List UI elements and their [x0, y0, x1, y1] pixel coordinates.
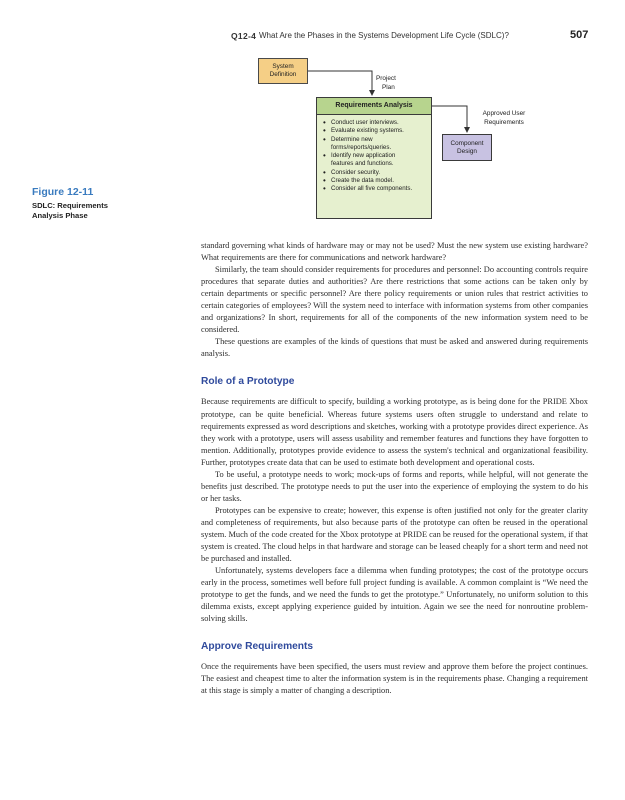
- list-item: [331, 152, 427, 169]
- paragraph: These questions are examples of the kinds of questions that must be asked and answered during requirements analysis.: [201, 337, 588, 359]
- system-definition-line1: System: [272, 63, 294, 70]
- paragraph: Similarly, the team should consider requirements for procedures and personnel: Do accounting controls require procedures that separate duties and authorities? Are there restrictions that some actions can be taken only by certain departments or specific personnel? Are there policy requirements or union rules that restrict activities to certain categories of employees? Will the system need to interface with information systems from other companies and organizations? In short, requirements for all of the components of the new information system need to be considered.: [201, 265, 588, 335]
- component-design-line2: Design: [457, 148, 477, 155]
- component-design-line1: Component: [450, 140, 484, 147]
- system-definition-box: [258, 58, 308, 84]
- approved-requirements-label: [474, 110, 534, 127]
- project-plan-line2: Plan: [382, 83, 395, 91]
- list-item-line: features and functions.: [331, 160, 394, 168]
- list-item: [331, 136, 427, 153]
- list-item-line: forms/reports/queries.: [331, 143, 392, 151]
- approved-line1: Approved User: [482, 110, 526, 117]
- arrow-plan: [308, 71, 372, 95]
- paragraph: Because requirements are difficult to specify, building a working prototype, as is being done for the PRIDE Xbox prototype, can be quite beneficial. Whereas future systems users often struggle to understand and relate to requirements expressed as word descriptions and sketches, working with a prototype provides direct experience. As they work with a prototype, users will assess usability and remember features and functions they have forgotten to mention. Additionally, prototypes provide evidence to assess the system's technical and organizational feasibility. Further, prototypes create data that can be used to estimate both development and operational costs.: [201, 397, 588, 467]
- list-item: • Create the data model.: [331, 177, 427, 185]
- paragraph: standard governing what kinds of hardware may or may not be used? Must the new system use existing hardware? What requirements are there for communications and network hardware?: [201, 241, 588, 263]
- component-design-box: [442, 134, 492, 161]
- list-item: • Consider security.: [331, 169, 427, 177]
- arrow-approved: [432, 106, 467, 132]
- list-item-line: Identify new application: [331, 152, 396, 160]
- figure-number: Figure 12-11: [32, 186, 94, 198]
- project-plan-line1: Project: [376, 75, 396, 82]
- paragraph: Unfortunately, systems developers face a dilemma when funding prototypes; the cost of the prototype occurs early in the process, sometimes well before full project funding is available. A common complaint is “We need the prototype to get the funds, and we need the funds to get the prototype.” Unfortunately, no uniform solution to this dilemma exists, except applying experience guided by intuition. Again we see the need for nonroutine problem-solving skills.: [201, 566, 588, 624]
- figure-caption: [32, 201, 162, 221]
- figure-caption-line1: SDLC: Requirements: [32, 201, 108, 210]
- list-item-line: Determine new: [331, 135, 373, 143]
- paragraph: Prototypes can be expensive to create; however, this expense is often justified not only for the greater clarity and completeness of requirements, but also because parts of the prototype can often be reused in the operational system. Much of the code created for the Xbox prototype at PRIDE can be reused for the operational system, if that system is created. The cloud helps in that hardware and storage can be leased cheaply for a short term and need not be purchased and installed.: [201, 505, 588, 564]
- section-heading-approve-requirements: Approve Requirements: [201, 641, 314, 653]
- paragraph: To be useful, a prototype needs to work; mock-ups of forms and reports, while helpful, will not generate the benefits just described. The prototype needs to put the user into the experience of employing the system to do his or her tasks.: [201, 469, 588, 503]
- body-text: [201, 240, 588, 698]
- page-number: 507: [570, 29, 589, 41]
- requirements-analysis-title: Requirements Analysis: [317, 98, 431, 115]
- project-plan-label: [376, 75, 406, 92]
- running-title: What Are the Phases in the Systems Development Life Cycle (SDLC)?: [259, 31, 509, 40]
- list-item: • Conduct user interviews.: [331, 119, 427, 127]
- list-item: • Evaluate existing systems.: [331, 127, 427, 135]
- approved-line2: Requirements: [484, 118, 524, 126]
- system-definition-line2: Definition: [269, 71, 297, 78]
- figure-caption-line2: Analysis Phase: [32, 211, 88, 220]
- section-heading-role-of-prototype: Role of a Prototype: [201, 376, 295, 388]
- requirements-analysis-box: [316, 97, 432, 219]
- requirements-list: [317, 115, 431, 194]
- paragraph: Once the requirements have been specified, the users must review and approve them before the project continues. The easiest and cheapest time to alter the information system is in the requirements phase. Changing a requirement at this stage is simply a matter of changing a description.: [201, 662, 588, 696]
- list-item: • Consider all five components.: [331, 185, 427, 193]
- question-number: Q12-4: [231, 31, 257, 41]
